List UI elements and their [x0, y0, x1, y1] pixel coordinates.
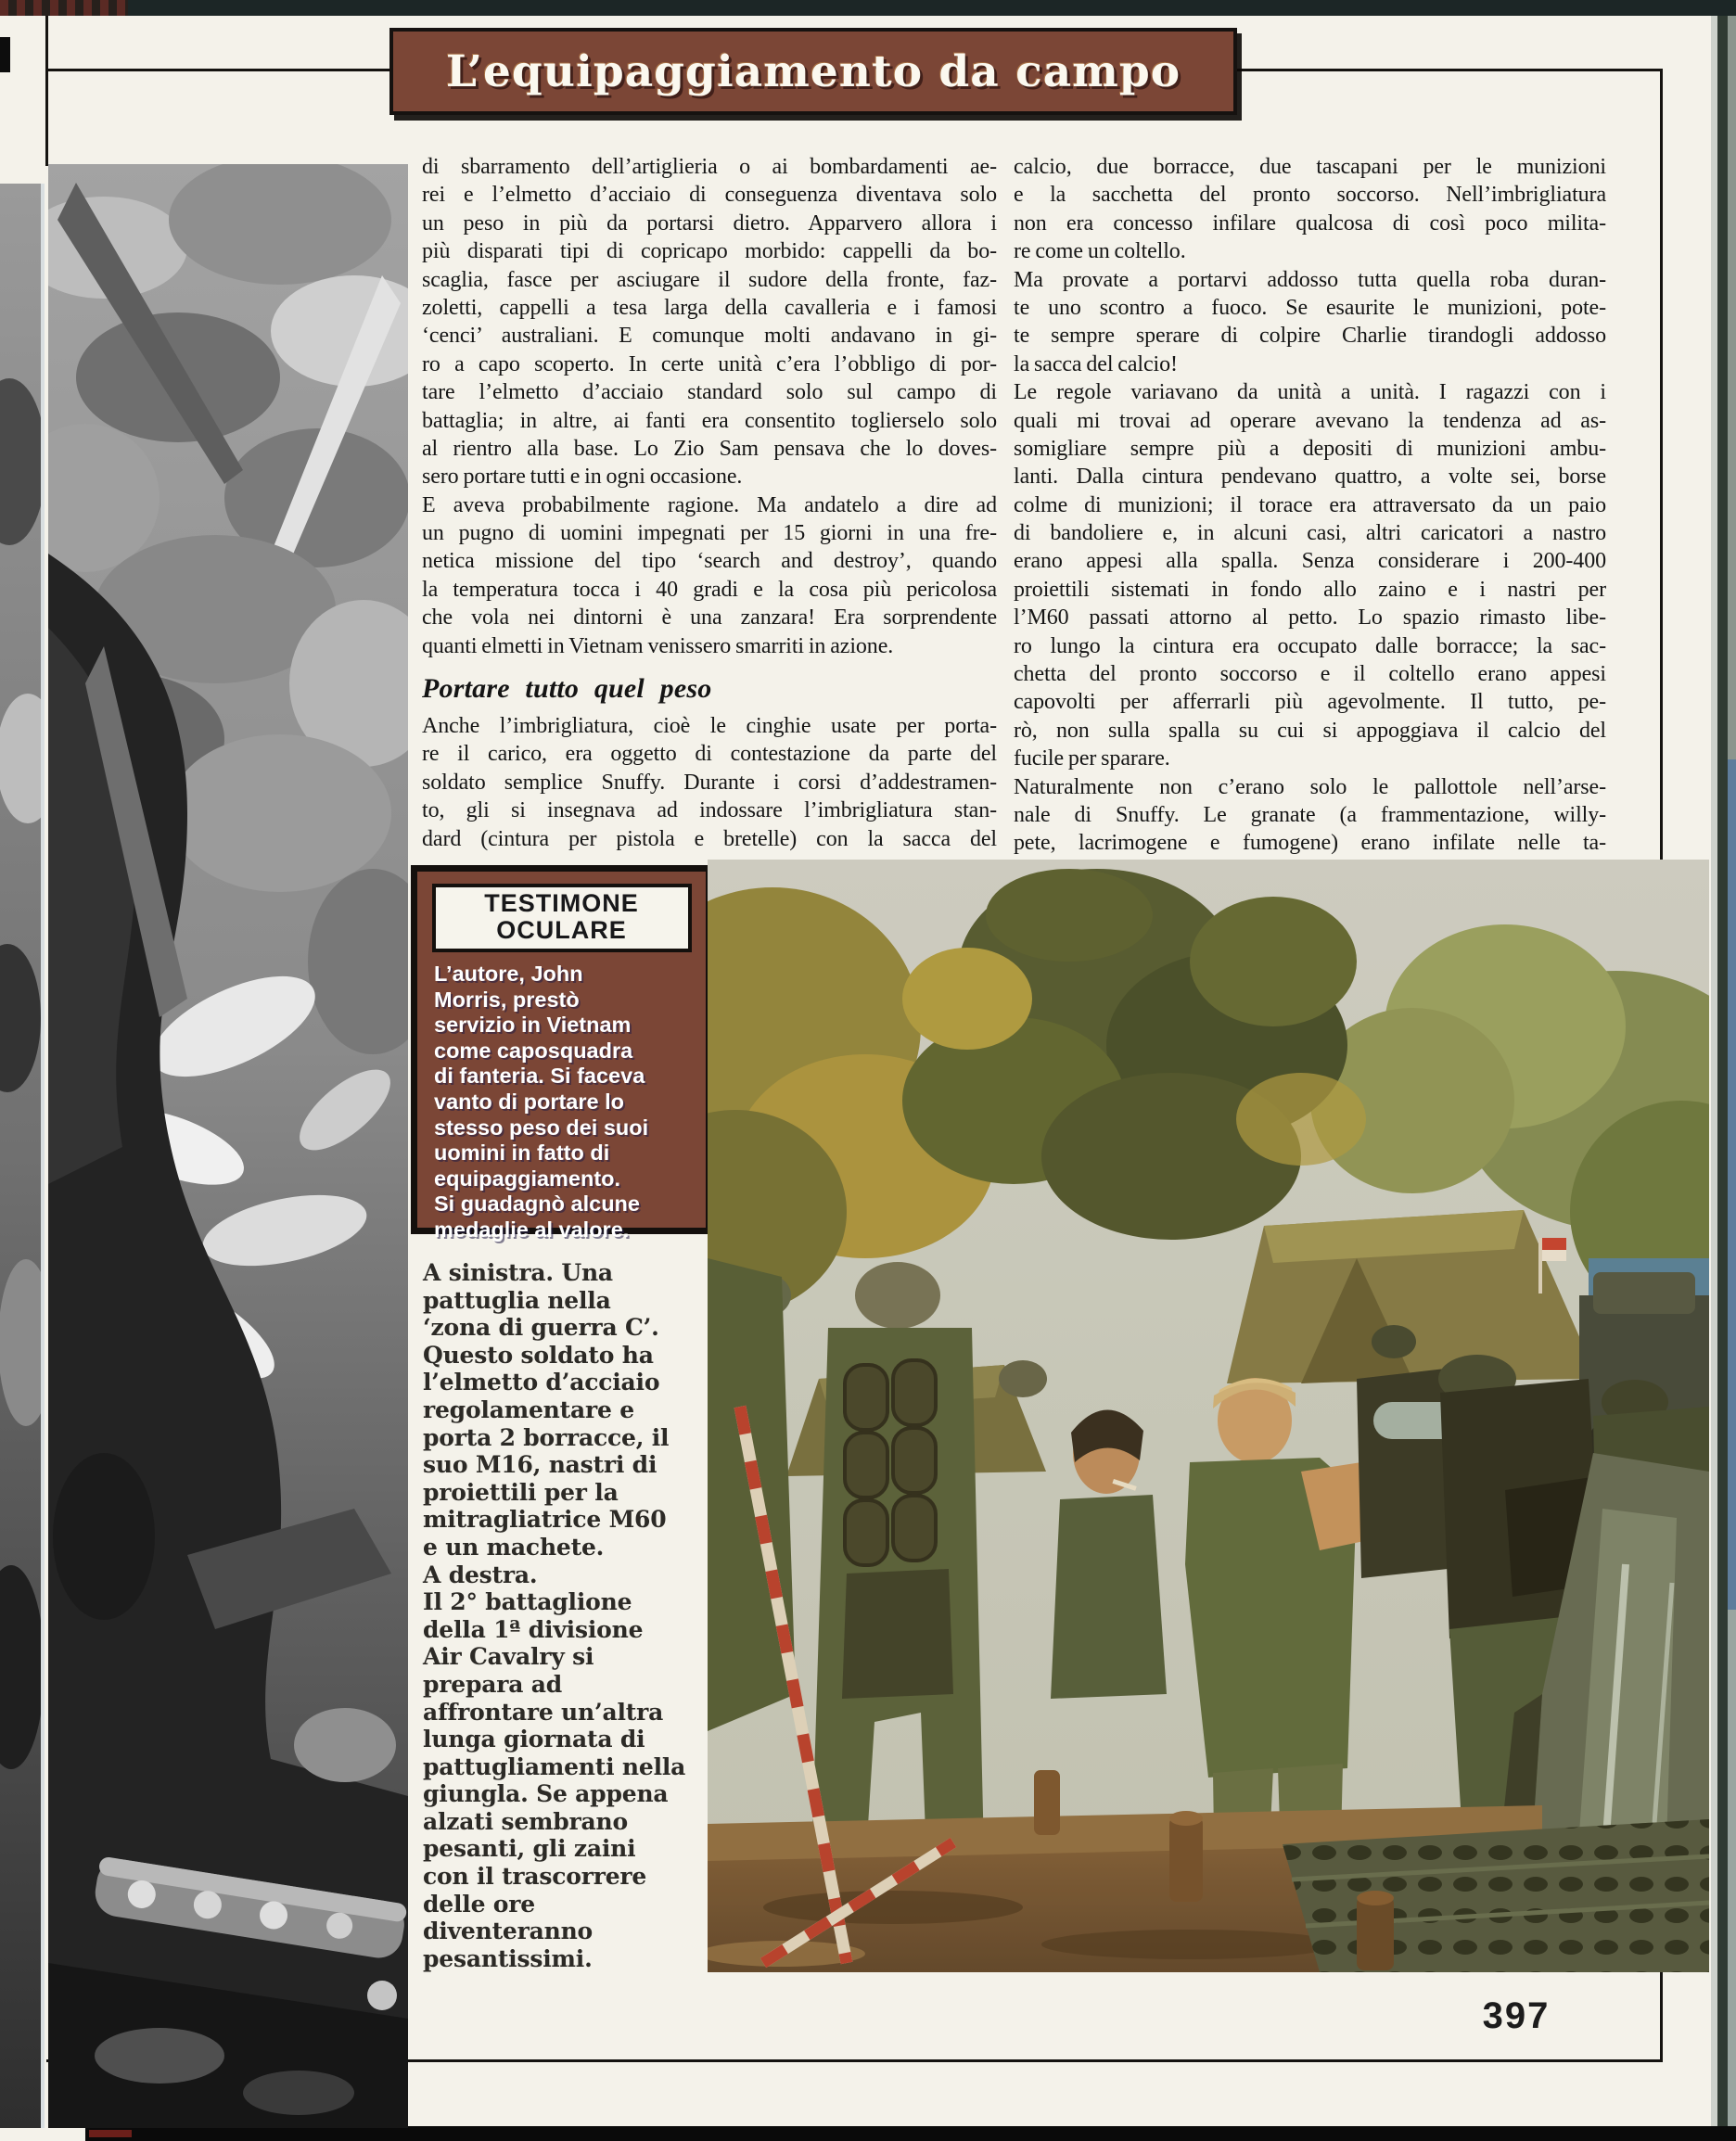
scan-top-edge — [0, 0, 1736, 16]
text-line: Questo soldato ha — [423, 1341, 654, 1369]
paragraph — [422, 491, 997, 660]
text-line: di bandoliere e, in alcuni casi, altri caricatori a nastro — [1014, 521, 1606, 546]
text-line: di sbarramento dell’artiglieria o ai bombardamenti ae- — [422, 155, 997, 179]
text-line: tare l’elmetto d’acciaio standard solo sul campo di — [422, 380, 997, 405]
paragraph — [1014, 378, 1606, 772]
text-line: pattugliamenti nella — [423, 1752, 686, 1780]
bw-jungle-soldier-photo — [48, 164, 408, 2128]
text-line: la sacca del calcio! — [1014, 351, 1178, 376]
paragraph — [1014, 266, 1606, 379]
text-line: porta 2 borracce, il — [423, 1423, 670, 1451]
eyewitness-box — [411, 865, 712, 1242]
bw-photo-gutter-strip — [0, 184, 45, 2128]
text-line: che vola nei dintorni è una zanzara! Era sorprendente — [422, 605, 997, 631]
text-line: rò, non sulla spalla su cui si appoggiava il calcio del — [1014, 718, 1606, 743]
subsection-heading: Portare tutto quel peso — [422, 673, 712, 705]
text-line: diventeranno — [423, 1918, 594, 1945]
paragraph — [422, 712, 997, 853]
text-line: non era concesso infilare qualcosa di così poco milita- — [1014, 210, 1606, 236]
text-line: soldato semplice Snuffy. Durante i corsi d’addestramen- — [422, 770, 997, 795]
text-line: con il trascorrere — [423, 1863, 647, 1891]
text-line: Morris, prestò — [434, 987, 580, 1012]
text-line: vanto di portare lo — [434, 1089, 624, 1114]
scan-top-weave — [0, 0, 128, 16]
frame-left-line — [45, 16, 48, 166]
body-column-1 — [422, 153, 997, 853]
text-line: la temperatura tocca i 40 gradi e la cosa più pericolosa — [422, 577, 997, 602]
book-spine-strip — [1728, 16, 1736, 2141]
text-line: un peso in più da portarsi dietro. Apparvero allora i — [422, 210, 997, 236]
text-line: quali mi trovai ad operare avevano la tendenza ad as- — [1014, 408, 1606, 433]
text-line: servizio in Vietnam — [434, 1013, 632, 1038]
text-line: Anche l’imbrigliatura, cioè le cinghie usate per porta- — [422, 714, 997, 739]
eyewitness-title-line: OCULARE — [496, 916, 627, 944]
text-line: capovolti per afferrarli più agevolmente. Il tutto, pe- — [1014, 690, 1606, 715]
text-line: lanti. Dalla cintura pendevano quattro, a volte sei, borse — [1014, 465, 1606, 490]
text-line: Ma provate a portarvi addosso tutta quella roba duran- — [1014, 267, 1606, 292]
text-line: ‘cenci’ australiani. E comunque molti andavano in gi- — [422, 324, 997, 349]
book-spine-strip — [1717, 16, 1728, 2141]
text-line: affrontare un’altra — [423, 1698, 664, 1726]
paragraph — [1014, 153, 1606, 266]
text-line: Le regole variavano da unità a unità. I ragazzi con i — [1014, 380, 1606, 405]
text-line: un pugno di uomini impegnati per 15 giorni in una fre- — [422, 521, 997, 546]
section-title: L’equipaggiamento da campo — [445, 45, 1181, 97]
text-line: A sinistra. Una — [423, 1259, 613, 1286]
text-line: alzati sembrano — [423, 1807, 628, 1835]
text-line: re il carico, era oggetto di contestazione da parte del — [422, 742, 997, 767]
eyewitness-box-title — [432, 884, 692, 952]
text-line: mitragliatrice M60 — [423, 1506, 667, 1534]
text-line: ‘zona di guerra C’. — [423, 1314, 659, 1342]
text-line: medaglie al valore. — [434, 1217, 630, 1242]
text-line: della 1ª divisione — [423, 1615, 644, 1643]
text-line: sero portare tutti e in ogni occasione. — [422, 465, 743, 490]
paragraph — [1014, 773, 1606, 858]
text-line: L’autore, John — [434, 962, 583, 986]
text-line: e la sacchetta del pronto soccorso. Nell’imbrigliatura — [1014, 183, 1606, 208]
body-column-2 — [1014, 153, 1606, 858]
text-line: pattuglia nella — [423, 1286, 611, 1314]
section-title-banner — [389, 28, 1237, 115]
text-line: E aveva probabilmente ragione. Ma andatelo a dire ad — [422, 492, 997, 517]
text-line: A destra. — [423, 1561, 538, 1588]
text-line: te sempre sperare di colpire Charlie tirandogli addosso — [1014, 324, 1606, 349]
text-line: chetta del pronto soccorso e il coltello erano appesi — [1014, 662, 1606, 687]
text-line: l’elmetto d’acciaio — [423, 1369, 660, 1396]
text-line: suo M16, nastri di — [423, 1451, 657, 1479]
eyewitness-box-text — [417, 962, 706, 1243]
text-line: colme di munizioni; il torace era attraversato da un paio — [1014, 492, 1606, 517]
text-line: nale di Snuffy. Le granate (a frammentazione, willy- — [1014, 802, 1606, 827]
text-line: regolamentare e — [423, 1395, 634, 1423]
text-line: lunga giornata di — [423, 1726, 645, 1753]
scan-bottom-edge — [85, 2126, 1736, 2141]
text-line: pesanti, gli zaini — [423, 1835, 636, 1863]
text-line: uomini in fatto di — [434, 1141, 610, 1166]
text-line: come caposquadra — [434, 1038, 633, 1063]
text-line: te uno scontro a fuoco. Se esaurite le munizioni, pote- — [1014, 295, 1606, 320]
text-line: Si guadagnò alcune — [434, 1192, 640, 1217]
text-line: stesso peso dei suoi — [434, 1115, 649, 1140]
text-line: prepara ad — [423, 1670, 562, 1698]
page-number: 397 — [1482, 1995, 1551, 2036]
color-soldiers-camp-photo — [708, 860, 1709, 1972]
text-line: giungla. Se appena — [423, 1780, 669, 1808]
text-line: più disparati tipi di copricapo morbido: cappelli da bo- — [422, 239, 997, 264]
text-line: l’M60 passati attorno al petto. Lo spazio rimasto libe- — [1014, 605, 1606, 631]
text-line: zoletti, cappelli a tesa larga della cavalleria e i famosi — [422, 295, 997, 320]
paragraph — [422, 153, 997, 491]
text-line: equipaggiamento. — [434, 1166, 621, 1191]
text-line: delle ore — [423, 1890, 535, 1918]
photo-caption — [423, 1259, 701, 1972]
book-spine-strip — [1711, 16, 1717, 2141]
text-line: e un machete. — [423, 1533, 605, 1561]
text-line: dard (cintura per pistola e bretelle) con la sacca del — [422, 826, 997, 851]
eyewitness-title-line: TESTIMONE — [484, 889, 639, 917]
text-line: somigliare sempre più a depositi di munizioni ambu- — [1014, 436, 1606, 461]
text-line: Air Cavalry si — [423, 1643, 594, 1671]
scan-bottom-mark — [89, 2130, 132, 2137]
text-line: fucile per sparare. — [1014, 746, 1170, 771]
text-line: scaglia, fasce per asciugare il sudore della fronte, faz- — [422, 267, 997, 292]
text-line: ro a capo scoperto. In certe unità c’era l’obbligo di por- — [422, 351, 997, 376]
text-line: ro lungo la cintura era occupato dalle borracce; la sac- — [1014, 633, 1606, 658]
text-line: pesantissimi. — [423, 1944, 593, 1972]
text-line: netica missione del tipo ‘search and destroy’, quando — [422, 549, 997, 574]
text-line: al rientro alla base. Lo Zio Sam pensava che lo doves- — [422, 436, 997, 461]
text-line: quanti elmetti in Vietnam venissero smarriti in azione. — [422, 633, 894, 658]
text-line: proiettili sistemati in fondo allo zaino e i nastri per — [1014, 577, 1606, 602]
text-line: to, gli si insegnava ad indossare l’imbrigliatura stan- — [422, 798, 997, 823]
text-line: Naturalmente non c’erano solo le pallottole nell’arse- — [1014, 774, 1606, 799]
text-line: di fanteria. Si faceva — [434, 1064, 645, 1089]
text-line: rei e l’elmetto d’acciaio di conseguenza diventava solo — [422, 183, 997, 208]
text-line: battaglia; in altre, ai fanti era consentito toglierselo solo — [422, 408, 997, 433]
text-line: calcio, due borracce, due tascapani per le munizioni — [1014, 155, 1606, 179]
scan-edge-tick — [0, 37, 10, 72]
text-line: Il 2° battaglione — [423, 1588, 632, 1616]
text-line: pete, lacrimogene e fumogene) erano infilate nelle ta- — [1014, 831, 1606, 856]
text-line: erano appesi alla spalla. Senza considerare i 200-400 — [1014, 549, 1606, 574]
text-line: proiettili per la — [423, 1478, 619, 1506]
text-line: re come un coltello. — [1014, 239, 1186, 264]
